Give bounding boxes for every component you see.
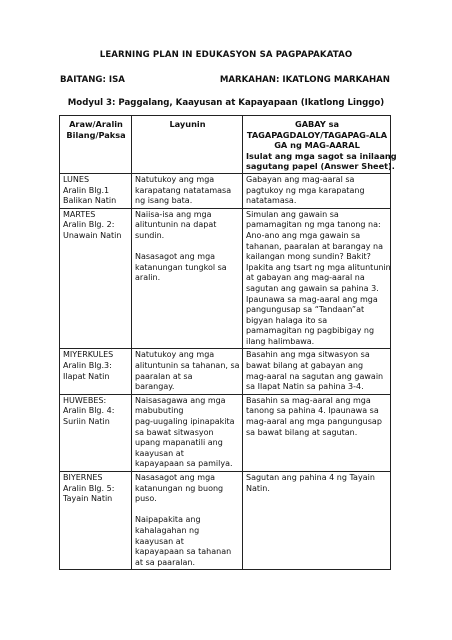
cell-line: katanungan tungkol sa (135, 262, 227, 272)
cell-line: bigyan halaga ito sa (246, 315, 328, 325)
cell-line: ng isang bata. (135, 196, 193, 206)
cell-line: pamamagitan ng pagbibigay ng (246, 326, 375, 336)
cell-line: tanong sa pahina 4. Ipaunawa sa (246, 406, 379, 416)
cell-line: Unawain Natin (63, 230, 122, 240)
day-cell (60, 472, 132, 570)
cell-line: Bilang/Paksa (66, 129, 126, 140)
cell-line: TAGAPAGDALOY/TAGAPAG-ALA (246, 129, 388, 140)
gabay-cell (243, 173, 391, 208)
cell-line: kapayapaan sa pamilya. (135, 459, 233, 469)
cell-line: puso. (135, 494, 157, 504)
cell-line: sundin. (135, 230, 165, 240)
cell-line: Sagutan ang pahina 4 ng Tayain (246, 473, 375, 482)
cell-line: kailangan mong sundin? Bakit? (246, 252, 371, 262)
gabay-cell (243, 472, 391, 570)
table-row (60, 208, 391, 349)
document-title: LEARNING PLAN IN EDUKASYON SA PAGPAPAKATAO (99, 50, 353, 60)
cell-line: at gabayan ang mag-aaral na (246, 273, 365, 283)
cell-line: alituntunin na dapat (135, 220, 217, 230)
cell-line: sa Ilapat Natin sa pahina 3-4. (246, 382, 364, 392)
table-header-row (60, 116, 391, 174)
cell-line: pamamagitan ng mga tanong na: (246, 220, 381, 230)
cell-line: Natutukoy ang mga (135, 350, 215, 360)
cell-line: Balikan Natin (63, 196, 117, 206)
cell-line: barangay. (135, 382, 175, 392)
cell-line: ilang halimbawa. (246, 336, 315, 346)
learning-plan-table (59, 115, 397, 570)
cell-line: kaayusan at (135, 448, 184, 458)
header-gabay (243, 116, 397, 174)
day-cell (60, 208, 132, 349)
cell-line: Ano-ano ang mga gawain sa (246, 230, 361, 240)
cell-line: Gabayan ang mag-aaral sa (246, 174, 355, 184)
cell-line: Nasasagot ang mga (135, 473, 216, 482)
cell-line: kaayusan at (135, 536, 184, 546)
cell-line: katanungan ng buong (135, 483, 224, 493)
table-row (60, 349, 391, 394)
cell-line: Aralin Blg. 4: (63, 406, 115, 416)
module-title: Modyul 3: Paggalang, Kaayusan at Kapayapaan (Ikatlong Linggo) (67, 98, 385, 108)
cell-line: aralin. (135, 273, 161, 283)
cell-line: MARTES (63, 209, 96, 219)
cell-line: Aralin Blg.3: (63, 361, 112, 371)
cell-line: GA ng MAG-AARAL (274, 140, 360, 151)
cell-line: Araw/Aralin (69, 119, 123, 129)
cell-line: LUNES (63, 174, 90, 184)
cell-line: Simulan ang gawain sa (246, 209, 339, 219)
cell-line: Nasasagot ang mga (135, 252, 216, 262)
cell-line: Natin. (246, 483, 270, 493)
cell-line: Aralin Blg.1 (63, 185, 110, 195)
day-cell (60, 394, 132, 471)
layunin-cell (132, 349, 243, 394)
cell-line: pagtukoy ng mga karapatang (246, 185, 365, 195)
cell-line: BIYERNES (63, 473, 103, 482)
table-row (60, 472, 391, 570)
gabay-cell (243, 208, 391, 349)
baitang-label: BAITANG: ISA (60, 75, 125, 85)
cell-line: Naisasagawa ang mga (135, 395, 226, 405)
cell-line: Ipaunawa sa mag-aaral ang mga (246, 294, 378, 304)
cell-line: mag-aaral ang mga pangungusap (246, 417, 382, 427)
header-layunin (132, 116, 243, 174)
blank-line (135, 505, 240, 516)
cell-line: upang mapanatili ang (135, 438, 223, 448)
gabay-cell (243, 349, 391, 394)
cell-line: Basahin ang mga sitwasyon sa (246, 350, 370, 360)
cell-line: mag-aaral na sagutan ang gawain (246, 371, 384, 381)
table-row (60, 173, 391, 208)
cell-line: sagutang papel (Answer Sheet). (246, 161, 395, 172)
layunin-cell (132, 472, 243, 570)
cell-line: kahalagahan ng (135, 525, 200, 535)
markahan-label: MARKAHAN: IKATLONG MARKAHAN (219, 75, 390, 85)
cell-line: kapayapaan sa tahanan (135, 547, 232, 557)
cell-line: Isulat ang mga sagot sa inilaang (246, 150, 397, 161)
cell-line: sagutan ang gawain sa pahina 3. (246, 283, 379, 293)
day-cell (60, 173, 132, 208)
cell-line: natatamasa. (246, 196, 297, 206)
cell-line: alituntunin sa tahanan, sa (135, 361, 240, 371)
cell-line: sa bawat sitwasyon (135, 427, 214, 437)
cell-line: Layunin (169, 119, 206, 129)
cell-line: Naipapakita ang (135, 515, 201, 525)
cell-line: at sa paaralan. (135, 557, 196, 567)
cell-line: HUWEBES: (63, 395, 107, 405)
day-cell (60, 349, 132, 394)
cell-line: bawat bilang at gabayan ang (246, 361, 364, 371)
layunin-cell (132, 173, 243, 208)
cell-line: pag-uugaling ipinapakita (135, 417, 235, 427)
cell-line: mabubuting (135, 406, 184, 416)
cell-line: Suriin Natin (63, 417, 110, 427)
header-araw (60, 116, 132, 174)
cell-line: Naiisa-isa ang mga (135, 209, 212, 219)
layunin-cell (132, 394, 243, 471)
cell-line: Aralin Blg. 2: (63, 220, 115, 230)
gabay-cell (243, 394, 391, 471)
table-row (60, 394, 391, 471)
cell-line: tahanan, paaralan at barangay na (246, 241, 384, 251)
cell-line: sa bawat bilang at sagutan. (246, 427, 358, 437)
cell-line: Tayain Natin (63, 494, 113, 504)
blank-line (135, 242, 240, 253)
cell-line: Basahin sa mag-aaral ang mga (246, 395, 371, 405)
layunin-cell (132, 208, 243, 349)
cell-line: GABAY sa (294, 119, 340, 129)
cell-line: paaralan at sa (135, 371, 193, 381)
cell-line: karapatang natatamasa (135, 185, 232, 195)
cell-line: pangungusap sa “Tandaan”at (246, 305, 365, 315)
cell-line: MIYERKULES (63, 350, 114, 360)
cell-line: Natutukoy ang mga (135, 174, 215, 184)
cell-line: Aralin Blg. 5: (63, 483, 115, 493)
cell-line: Ilapat Natin (63, 371, 110, 381)
cell-line: Ipakita ang tsart ng mga alituntunin (246, 262, 391, 272)
